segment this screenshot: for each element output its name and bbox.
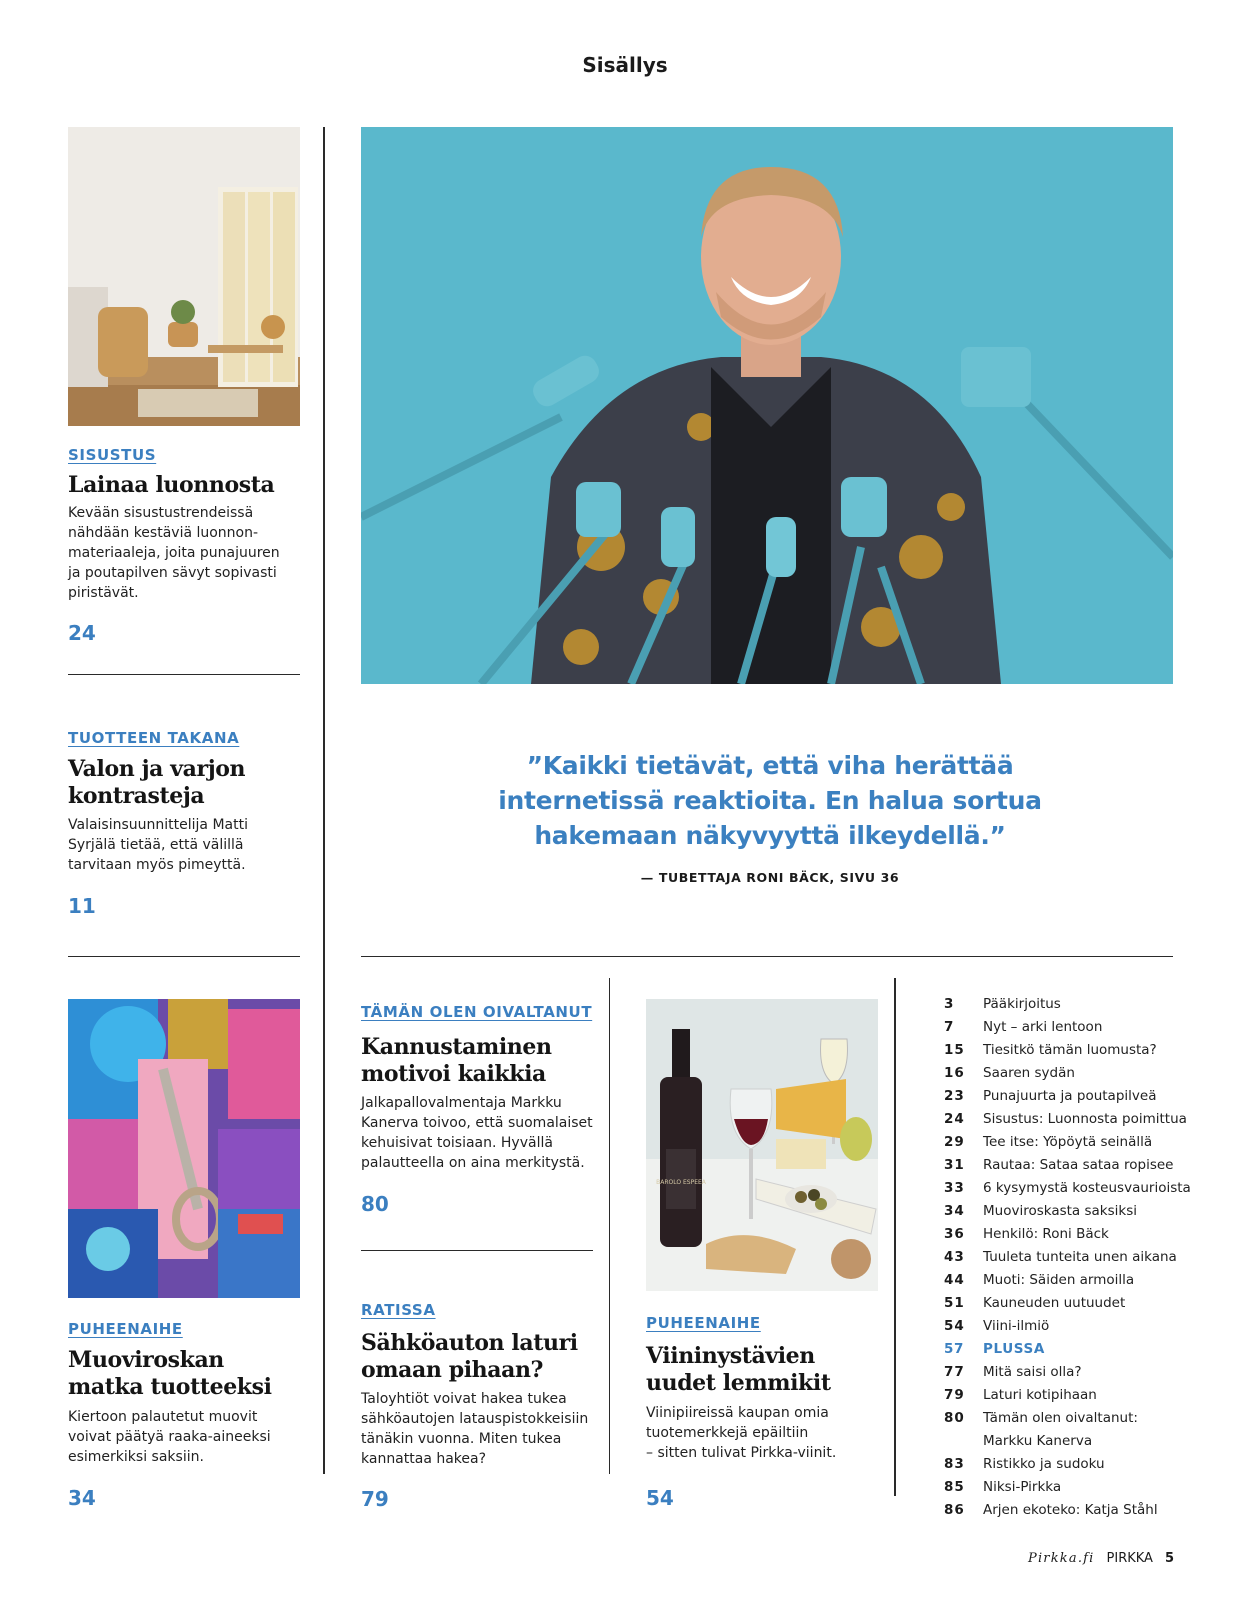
- page-number-viini[interactable]: 54: [646, 1486, 674, 1510]
- kicker-puheenaihe-viini[interactable]: PUHEENAIHE: [646, 1314, 761, 1332]
- toc-page-number: 77: [944, 1363, 965, 1380]
- page-number-sisustus[interactable]: 24: [68, 621, 96, 645]
- toc-title: Pääkirjoitus: [983, 995, 1061, 1012]
- headline-line: uudet lemmikit: [646, 1370, 831, 1396]
- toc-title: Niksi-Pirkka: [983, 1478, 1062, 1495]
- page-title: Sisällys: [582, 53, 668, 77]
- body-line: nähdään kestäviä luonnon-: [68, 525, 259, 541]
- toc-item-plussa[interactable]: [944, 1337, 1204, 1360]
- body-tuotteen-takana: [68, 815, 308, 875]
- toc-title: Henkilö: Roni Bäck: [983, 1225, 1109, 1242]
- toc-item[interactable]: [944, 1061, 1204, 1084]
- kicker-oivaltanut[interactable]: TÄMÄN OLEN OIVALTANUT: [361, 1003, 593, 1021]
- toc-item[interactable]: [944, 992, 1204, 1015]
- headline-viini[interactable]: [646, 1343, 886, 1397]
- toc-title: Muoviroskasta saksiksi: [983, 1202, 1138, 1219]
- headline-tuotteen-takana[interactable]: [68, 756, 308, 810]
- column-divider-middle: [609, 978, 610, 1474]
- toc-item[interactable]: [944, 1176, 1204, 1199]
- toc-page-number: 33: [944, 1179, 965, 1196]
- interior-photo: [68, 127, 300, 426]
- toc-page-number: 83: [944, 1455, 965, 1472]
- wine-and-cheese-photo: [646, 999, 878, 1291]
- toc-title: Rautaa: Sataa sataa ropisee: [983, 1156, 1174, 1173]
- body-line: tänäkin vuonna. Miten tukea: [361, 1431, 562, 1447]
- quote-line: internetissä reaktioita. En halua sortua: [498, 786, 1042, 815]
- divider-tuotteen-takana: [68, 956, 300, 957]
- toc-page-number: 80: [944, 1409, 965, 1426]
- footer-brand: PIRKKA: [1106, 1551, 1153, 1566]
- plastic-waste-photo: [68, 999, 300, 1298]
- toc-item[interactable]: [944, 1383, 1204, 1406]
- body-line: materiaaleja, joita punajuuren: [68, 545, 280, 561]
- toc-item[interactable]: [944, 1360, 1204, 1383]
- toc-page-number: 43: [944, 1248, 965, 1265]
- toc-item[interactable]: [944, 1084, 1204, 1107]
- toc-title: Saaren sydän: [983, 1064, 1075, 1081]
- toc-title: 6 kysymystä kosteusvaurioista: [983, 1179, 1191, 1196]
- body-line: Valaisinsuunnittelija Matti: [68, 817, 248, 833]
- toc-item[interactable]: [944, 1130, 1204, 1153]
- toc-title: Punajuurta ja poutapilveä: [983, 1087, 1157, 1104]
- body-muovi: [68, 1407, 318, 1467]
- body-oivaltanut: [361, 1093, 606, 1173]
- headline-ratissa[interactable]: [361, 1330, 606, 1384]
- body-line: voivat päätyä raaka-aineeksi: [68, 1429, 271, 1445]
- body-line: Kevään sisustustrendeissä: [68, 505, 254, 521]
- kicker-ratissa[interactable]: RATISSA: [361, 1301, 436, 1319]
- body-sisustus: [68, 503, 308, 603]
- toc-item[interactable]: [944, 1291, 1204, 1314]
- toc-item[interactable]: [944, 1245, 1204, 1268]
- toc-page-number: 3: [944, 995, 955, 1012]
- body-line: Kanerva toivoo, että suomalaiset: [361, 1115, 593, 1131]
- headline-muovi[interactable]: [68, 1347, 318, 1401]
- quote-line: hakemaan näkyvyyttä ilkeydellä.”: [534, 821, 1006, 850]
- toc-item[interactable]: [944, 1475, 1204, 1498]
- body-line: kehuisivat toisiaan. Hyvällä: [361, 1135, 553, 1151]
- wine-label: BAROLO ESPEEA: [656, 1179, 706, 1186]
- toc-page-number: 57: [944, 1340, 964, 1357]
- toc-page-number: 16: [944, 1064, 965, 1081]
- headline-line: motivoi kaikkia: [361, 1061, 546, 1087]
- toc-title: Markku Kanerva: [983, 1432, 1093, 1449]
- toc-item[interactable]: [944, 1268, 1204, 1291]
- toc-page-number: 36: [944, 1225, 965, 1242]
- headline-line: Muoviroskan: [68, 1347, 224, 1373]
- headline-line: Lainaa luonnosta: [68, 472, 275, 498]
- toc-title: Tämän olen oivaltanut:: [983, 1409, 1138, 1426]
- toc-page-number: 34: [944, 1202, 965, 1219]
- headline-line: omaan pihaan?: [361, 1357, 544, 1383]
- body-line: palautteella on aina merkitystä.: [361, 1155, 585, 1171]
- toc-item[interactable]: [944, 1153, 1204, 1176]
- toc-item[interactable]: [944, 1406, 1204, 1429]
- toc-item[interactable]: [944, 1222, 1204, 1245]
- body-line: tuotemerkkejä epäiltiin: [646, 1425, 809, 1441]
- body-line: Taloyhtiöt voivat hakea tukea: [361, 1391, 567, 1407]
- headline-sisustus[interactable]: [68, 472, 308, 499]
- toc-title: Tiesitkö tämän luomusta?: [983, 1041, 1157, 1058]
- toc-title: Laturi kotipihaan: [983, 1386, 1097, 1403]
- divider-quote: [361, 956, 1173, 957]
- headline-line: Sähköauton laturi: [361, 1330, 578, 1356]
- toc-title: Viini-ilmiö: [983, 1317, 1050, 1334]
- toc-item[interactable]: [944, 1429, 1204, 1452]
- body-line: esimerkiksi saksiin.: [68, 1449, 204, 1465]
- body-line: tarvitaan myös pimeyttä.: [68, 857, 246, 873]
- headline-line: kontrasteja: [68, 783, 205, 809]
- toc-page-number: 44: [944, 1271, 965, 1288]
- divider-oivaltanut: [361, 1250, 593, 1251]
- body-line: sähköautojen latauspistokkeisiin: [361, 1411, 589, 1427]
- toc-title: Mitä saisi olla?: [983, 1363, 1082, 1380]
- toc-title: Muoti: Säiden armoilla: [983, 1271, 1135, 1288]
- body-line: Jalkapallovalmentaja Markku: [361, 1095, 562, 1111]
- divider-sisustus: [68, 674, 300, 675]
- toc-page-number: 24: [944, 1110, 965, 1127]
- kicker-puheenaihe-muovi[interactable]: PUHEENAIHE: [68, 1320, 183, 1338]
- body-line: Syrjälä tietää, että välillä: [68, 837, 244, 853]
- toc-page-number: 15: [944, 1041, 965, 1058]
- body-line: Kiertoon palautetut muovit: [68, 1409, 258, 1425]
- kicker-tuotteen-takana[interactable]: TUOTTEEN TAKANA: [68, 729, 240, 747]
- pull-quote: [470, 748, 1070, 853]
- body-viini: [646, 1403, 886, 1463]
- quote-attribution: — TUBETTAJA RONI BÄCK, SIVU 36: [640, 870, 900, 885]
- toc-item[interactable]: [944, 1498, 1204, 1521]
- body-line: kannattaa hakea?: [361, 1451, 487, 1467]
- toc-title: Arjen ekoteko: Katja Ståhl: [983, 1501, 1158, 1518]
- toc-item[interactable]: [944, 1107, 1204, 1130]
- toc-page-number: 23: [944, 1087, 965, 1104]
- headline-line: matka tuotteeksi: [68, 1374, 272, 1400]
- headline-line: Kannustaminen: [361, 1034, 552, 1060]
- page-footer: [1028, 1551, 1174, 1566]
- toc-page-number: 54: [944, 1317, 965, 1334]
- quote-line: ”Kaikki tietävät, että viha herättää: [526, 751, 1014, 780]
- toc-item[interactable]: [944, 1038, 1204, 1061]
- headline-line: Viininystävien: [646, 1343, 815, 1369]
- toc-title: Ristikko ja sudoku: [983, 1455, 1105, 1472]
- body-line: piristävät.: [68, 585, 139, 601]
- toc-title: Sisustus: Luonnosta poimittua: [983, 1110, 1187, 1127]
- toc-title: Tee itse: Yöpöytä seinällä: [983, 1133, 1153, 1150]
- body-line: Viinipiireissä kaupan omia: [646, 1405, 829, 1421]
- toc-title: Kauneuden uutuudet: [983, 1294, 1126, 1311]
- column-divider-right: [894, 978, 896, 1496]
- footer-page-number: 5: [1164, 1551, 1174, 1566]
- kicker-sisustus[interactable]: SISUSTUS: [68, 446, 157, 464]
- headline-oivaltanut[interactable]: [361, 1034, 606, 1088]
- body-line: – sitten tulivat Pirkka-viinit.: [646, 1445, 837, 1461]
- column-divider-left: [323, 127, 325, 1474]
- toc-page-number: 51: [944, 1294, 965, 1311]
- toc-item[interactable]: [944, 1199, 1204, 1222]
- hero-photo-roni-back: [361, 127, 1173, 684]
- toc-page-number: 85: [944, 1478, 965, 1495]
- toc-page-number: 79: [944, 1386, 965, 1403]
- toc-page-number: 86: [944, 1501, 965, 1518]
- toc-item[interactable]: [944, 1015, 1204, 1038]
- body-line: ja poutapilven sävyt sopivasti: [68, 565, 277, 581]
- toc-page-number: 7: [944, 1018, 955, 1035]
- page-number-ratissa[interactable]: 79: [361, 1487, 389, 1511]
- toc-title: PLUSSA: [983, 1340, 1045, 1357]
- page-number-tuotteen-takana[interactable]: 11: [68, 894, 96, 918]
- page-number-muovi[interactable]: 34: [68, 1486, 96, 1510]
- toc-title: Tuuleta tunteita unen aikana: [983, 1248, 1177, 1265]
- page-number-oivaltanut[interactable]: 80: [361, 1192, 389, 1216]
- toc-page-number: 29: [944, 1133, 965, 1150]
- footer-site-link[interactable]: Pirkka.fi: [1028, 1551, 1095, 1566]
- toc-page-number: 31: [944, 1156, 965, 1173]
- toc-item[interactable]: [944, 1452, 1204, 1475]
- body-ratissa: [361, 1389, 606, 1469]
- headline-line: Valon ja varjon: [68, 756, 246, 782]
- toc-item[interactable]: [944, 1314, 1204, 1337]
- table-of-contents: [944, 992, 1204, 1521]
- toc-title: Nyt – arki lentoon: [983, 1018, 1103, 1035]
